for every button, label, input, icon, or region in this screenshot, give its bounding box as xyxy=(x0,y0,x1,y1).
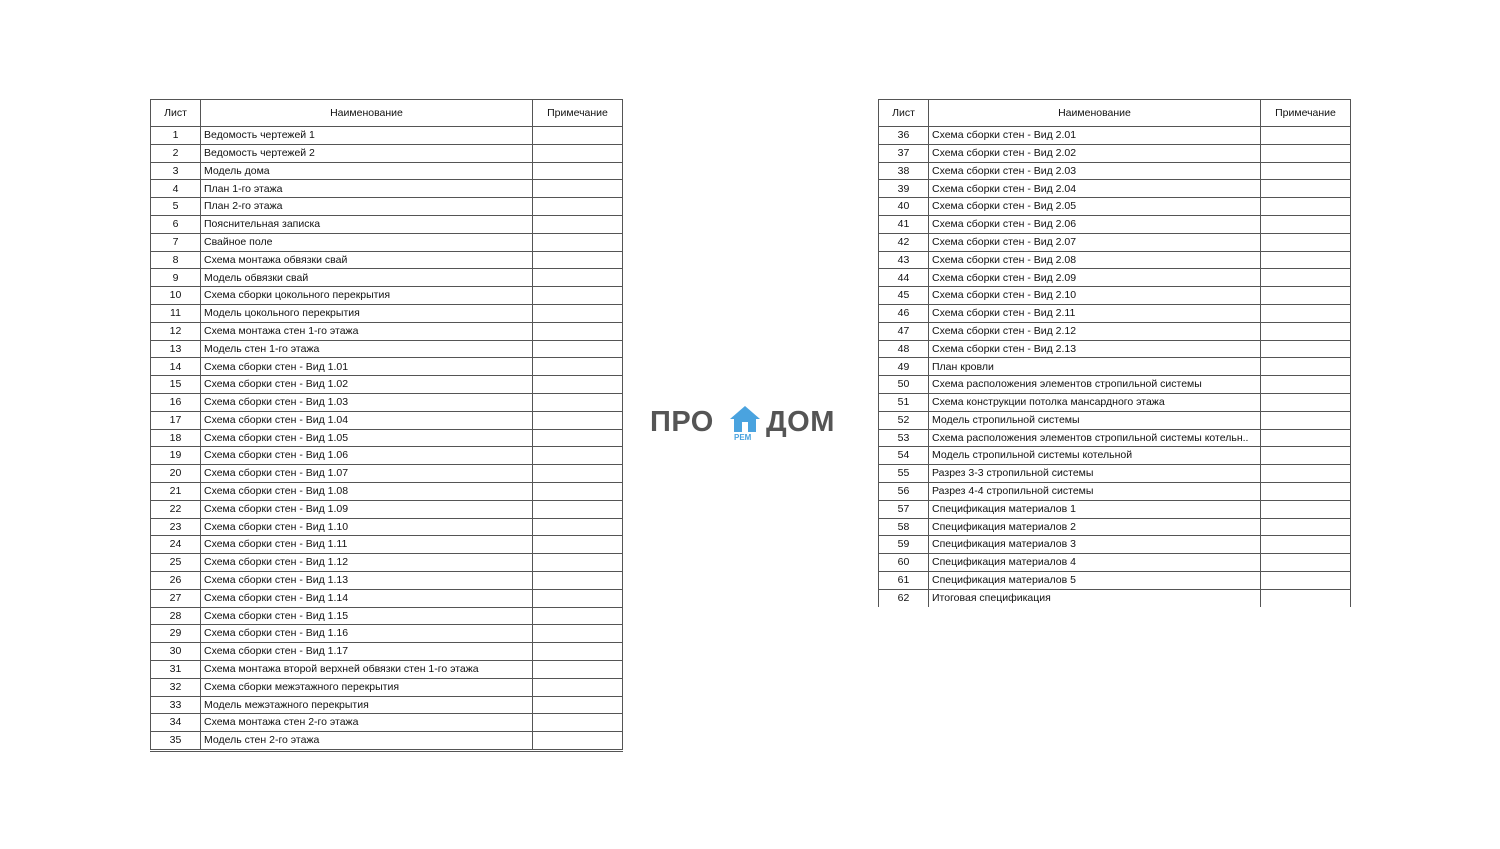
sheet-title: Схема сборки стен - Вид 2.06 xyxy=(929,215,1261,233)
sheet-note xyxy=(1261,127,1351,145)
sheet-title: Схема монтажа стен 2-го этажа xyxy=(201,714,533,732)
table-row xyxy=(879,251,1351,269)
sheet-title: Схема сборки стен - Вид 1.01 xyxy=(201,358,533,376)
table-row xyxy=(879,465,1351,483)
sheet-number: 12 xyxy=(151,322,201,340)
table-row xyxy=(151,500,623,518)
sheet-number: 34 xyxy=(151,714,201,732)
sheet-number: 17 xyxy=(151,411,201,429)
sheet-number: 15 xyxy=(151,376,201,394)
table-row xyxy=(151,144,623,162)
sheet-title: Схема сборки стен - Вид 2.12 xyxy=(929,322,1261,340)
table-row xyxy=(879,340,1351,358)
table-row xyxy=(151,358,623,376)
sheet-number: 57 xyxy=(879,500,929,518)
sheet-number: 60 xyxy=(879,554,929,572)
sheet-number: 62 xyxy=(879,589,929,606)
sheet-title: Схема сборки стен - Вид 2.10 xyxy=(929,287,1261,305)
table-row xyxy=(151,447,623,465)
sheet-number: 46 xyxy=(879,304,929,322)
sheet-title: Схема сборки стен - Вид 1.10 xyxy=(201,518,533,536)
sheet-number: 10 xyxy=(151,287,201,305)
table-row xyxy=(151,251,623,269)
sheet-title: Схема сборки межэтажного перекрытия xyxy=(201,678,533,696)
sheet-number: 9 xyxy=(151,269,201,287)
table-header-row xyxy=(879,100,1351,127)
sheet-title: Ведомость чертежей 2 xyxy=(201,144,533,162)
sheet-number: 22 xyxy=(151,500,201,518)
sheet-number: 13 xyxy=(151,340,201,358)
sheet-title: Спецификация материалов 4 xyxy=(929,554,1261,572)
table-row xyxy=(151,465,623,483)
sheet-note xyxy=(1261,518,1351,536)
sheet-note xyxy=(533,127,623,145)
sheet-title: Схема сборки стен - Вид 2.07 xyxy=(929,233,1261,251)
sheet-title: Модель дома xyxy=(201,162,533,180)
sheet-note xyxy=(1261,198,1351,216)
sheet-title: Схема сборки стен - Вид 2.13 xyxy=(929,340,1261,358)
drawings-table-right xyxy=(878,99,1351,607)
sheet-number: 20 xyxy=(151,465,201,483)
sheet-number: 4 xyxy=(151,180,201,198)
sheet-number: 41 xyxy=(879,215,929,233)
table-header-row xyxy=(151,100,623,127)
sheet-note xyxy=(1261,358,1351,376)
sheet-number: 50 xyxy=(879,376,929,394)
sheet-note xyxy=(1261,233,1351,251)
sheet-number: 52 xyxy=(879,411,929,429)
sheet-number: 7 xyxy=(151,233,201,251)
table-row xyxy=(879,554,1351,572)
table-row xyxy=(879,162,1351,180)
sheet-note xyxy=(533,251,623,269)
sheet-number: 58 xyxy=(879,518,929,536)
sheet-number: 30 xyxy=(151,643,201,661)
sheet-number: 53 xyxy=(879,429,929,447)
sheet-note xyxy=(533,660,623,678)
sheet-title: Схема сборки стен - Вид 1.13 xyxy=(201,571,533,589)
sheet-title: Разрез 4-4 стропильной системы xyxy=(929,482,1261,500)
sheet-title: Модель стропильной системы xyxy=(929,411,1261,429)
table-row xyxy=(879,411,1351,429)
sheet-title: Схема сборки стен - Вид 2.03 xyxy=(929,162,1261,180)
table-row xyxy=(879,287,1351,305)
sheet-number: 27 xyxy=(151,589,201,607)
sheet-title: Схема конструкции потолка мансардного этажа xyxy=(929,393,1261,411)
sheet-note xyxy=(533,554,623,572)
sheet-title: Схема сборки стен - Вид 1.03 xyxy=(201,393,533,411)
sheet-title: Схема сборки стен - Вид 1.15 xyxy=(201,607,533,625)
sheet-title: Схема сборки стен - Вид 1.16 xyxy=(201,625,533,643)
sheet-number: 38 xyxy=(879,162,929,180)
sheet-note xyxy=(1261,340,1351,358)
sheet-note xyxy=(1261,554,1351,572)
sheet-note xyxy=(1261,571,1351,589)
sheet-note xyxy=(533,304,623,322)
table-row xyxy=(151,607,623,625)
sheet-title: Схема сборки стен - Вид 1.02 xyxy=(201,376,533,394)
sheet-title: Схема монтажа обвязки свай xyxy=(201,251,533,269)
sheet-number: 26 xyxy=(151,571,201,589)
sheet-note xyxy=(533,589,623,607)
sheet-note xyxy=(533,376,623,394)
sheet-number: 44 xyxy=(879,269,929,287)
sheet-number: 48 xyxy=(879,340,929,358)
table-row xyxy=(151,536,623,554)
name-column-header: Наименование xyxy=(929,100,1261,127)
sheet-note xyxy=(533,625,623,643)
sheet-number: 36 xyxy=(879,127,929,145)
sheet-note xyxy=(533,269,623,287)
drawings-table-left xyxy=(150,99,623,752)
table-row xyxy=(879,304,1351,322)
sheet-note xyxy=(533,482,623,500)
sheet-note xyxy=(533,287,623,305)
table-row xyxy=(151,127,623,145)
table-row xyxy=(151,482,623,500)
sheet-note xyxy=(1261,589,1351,606)
table-row xyxy=(879,429,1351,447)
table-row xyxy=(151,340,623,358)
sheet-note xyxy=(533,500,623,518)
sheet-note xyxy=(1261,304,1351,322)
sheet-number: 6 xyxy=(151,215,201,233)
sheet-number: 23 xyxy=(151,518,201,536)
sheet-title: Схема сборки стен - Вид 2.08 xyxy=(929,251,1261,269)
sheet-title: Схема сборки стен - Вид 2.11 xyxy=(929,304,1261,322)
sheet-title: Схема сборки стен - Вид 2.04 xyxy=(929,180,1261,198)
logo-text-left: ПРО xyxy=(650,406,714,438)
sheet-number: 37 xyxy=(879,144,929,162)
table-row xyxy=(879,393,1351,411)
sheet-note xyxy=(1261,465,1351,483)
sheet-title: Схема сборки стен - Вид 1.04 xyxy=(201,411,533,429)
sheet-number: 55 xyxy=(879,465,929,483)
sheet-title: Схема сборки стен - Вид 1.07 xyxy=(201,465,533,483)
sheet-note xyxy=(1261,536,1351,554)
sheet-number: 31 xyxy=(151,660,201,678)
sheet-column-header: Лист xyxy=(879,100,929,127)
sheet-title: Итоговая спецификация xyxy=(929,589,1261,606)
sheet-title: Схема сборки стен - Вид 2.02 xyxy=(929,144,1261,162)
sheet-title: Схема сборки стен - Вид 1.11 xyxy=(201,536,533,554)
table-row xyxy=(151,162,623,180)
sheet-note xyxy=(1261,144,1351,162)
sheet-title: Схема расположения элементов стропильной системы xyxy=(929,376,1261,394)
sheet-note xyxy=(1261,411,1351,429)
sheet-number: 18 xyxy=(151,429,201,447)
sheet-number: 29 xyxy=(151,625,201,643)
table-row xyxy=(879,322,1351,340)
sheet-note xyxy=(1261,500,1351,518)
table-row xyxy=(879,376,1351,394)
sheet-note xyxy=(533,518,623,536)
sheet-number: 45 xyxy=(879,287,929,305)
sheet-title: Модель стропильной системы котельной xyxy=(929,447,1261,465)
note-column-header: Примечание xyxy=(1261,100,1351,127)
table-row xyxy=(879,500,1351,518)
sheet-number: 11 xyxy=(151,304,201,322)
sheet-note xyxy=(533,643,623,661)
sheet-title: Модель обвязки свай xyxy=(201,269,533,287)
table-row xyxy=(151,411,623,429)
sheet-title: Схема сборки стен - Вид 1.12 xyxy=(201,554,533,572)
table-row xyxy=(151,215,623,233)
sheet-title: Схема сборки стен - Вид 1.08 xyxy=(201,482,533,500)
table-row xyxy=(151,660,623,678)
sheet-note xyxy=(1261,162,1351,180)
table-row xyxy=(151,589,623,607)
table-row xyxy=(879,233,1351,251)
sheet-title: Ведомость чертежей 1 xyxy=(201,127,533,145)
sheet-note xyxy=(1261,482,1351,500)
note-column-header: Примечание xyxy=(533,100,623,127)
table-row xyxy=(151,696,623,714)
sheet-title: Модель стен 1-го этажа xyxy=(201,340,533,358)
sheet-number: 16 xyxy=(151,393,201,411)
sheet-note xyxy=(1261,287,1351,305)
sheet-number: 39 xyxy=(879,180,929,198)
sheet-title: Схема сборки стен - Вид 2.09 xyxy=(929,269,1261,287)
sheet-title: Схема сборки стен - Вид 1.06 xyxy=(201,447,533,465)
sheet-number: 54 xyxy=(879,447,929,465)
logo-subtext: РЕМ xyxy=(734,433,752,442)
sheet-number: 51 xyxy=(879,393,929,411)
sheet-note xyxy=(1261,322,1351,340)
sheet-number: 32 xyxy=(151,678,201,696)
sheet-note xyxy=(533,429,623,447)
table-row xyxy=(151,643,623,661)
sheet-number: 5 xyxy=(151,198,201,216)
sheet-title: Модель цокольного перекрытия xyxy=(201,304,533,322)
sheet-note xyxy=(1261,180,1351,198)
sheet-note xyxy=(533,393,623,411)
sheet-title: Схема сборки стен - Вид 1.09 xyxy=(201,500,533,518)
table-row xyxy=(879,518,1351,536)
sheet-note xyxy=(533,198,623,216)
sheet-title: Схема сборки стен - Вид 1.14 xyxy=(201,589,533,607)
sheet-title: Схема сборки стен - Вид 2.05 xyxy=(929,198,1261,216)
table-row xyxy=(879,447,1351,465)
sheet-number: 21 xyxy=(151,482,201,500)
sheet-note xyxy=(1261,215,1351,233)
table-row xyxy=(879,215,1351,233)
sheet-title: Спецификация материалов 5 xyxy=(929,571,1261,589)
sheet-note xyxy=(533,144,623,162)
table-row xyxy=(151,322,623,340)
sheet-number: 24 xyxy=(151,536,201,554)
table-row xyxy=(151,714,623,732)
sheet-number: 1 xyxy=(151,127,201,145)
table-row xyxy=(879,589,1351,606)
table-row xyxy=(151,571,623,589)
table-row xyxy=(879,482,1351,500)
sheet-number: 49 xyxy=(879,358,929,376)
table-row xyxy=(151,198,623,216)
sheet-note xyxy=(1261,269,1351,287)
sheet-note xyxy=(533,340,623,358)
sheet-note xyxy=(533,678,623,696)
sheet-note xyxy=(533,714,623,732)
sheet-note xyxy=(533,215,623,233)
sheet-note xyxy=(533,233,623,251)
table-row xyxy=(151,678,623,696)
sheet-title: Свайное поле xyxy=(201,233,533,251)
table-row xyxy=(151,269,623,287)
sheet-number: 2 xyxy=(151,144,201,162)
sheet-number: 19 xyxy=(151,447,201,465)
sheet-note xyxy=(533,322,623,340)
sheet-title: Спецификация материалов 2 xyxy=(929,518,1261,536)
table-row xyxy=(151,518,623,536)
table-row xyxy=(151,732,623,751)
table-row xyxy=(879,180,1351,198)
sheet-title: Схема расположения элементов стропильной системы котельн.. xyxy=(929,429,1261,447)
sheet-title: Спецификация материалов 1 xyxy=(929,500,1261,518)
table-row xyxy=(879,536,1351,554)
sheet-title: Схема сборки цокольного перекрытия xyxy=(201,287,533,305)
sheet-title: Спецификация материалов 3 xyxy=(929,536,1261,554)
sheet-title: Модель стен 2-го этажа xyxy=(201,732,533,751)
table-row xyxy=(879,358,1351,376)
sheet-number: 3 xyxy=(151,162,201,180)
sheet-note xyxy=(1261,251,1351,269)
sheet-column-header: Лист xyxy=(151,100,201,127)
logo-text-right: ДОМ xyxy=(766,406,835,438)
sheet-note xyxy=(1261,429,1351,447)
sheet-title: Разрез 3-3 стропильной системы xyxy=(929,465,1261,483)
table-row xyxy=(879,144,1351,162)
name-column-header: Наименование xyxy=(201,100,533,127)
sheet-number: 40 xyxy=(879,198,929,216)
sheet-note xyxy=(533,696,623,714)
sheet-number: 47 xyxy=(879,322,929,340)
sheet-note xyxy=(533,358,623,376)
table-row xyxy=(151,287,623,305)
sheet-title: План 2-го этажа xyxy=(201,198,533,216)
sheet-number: 14 xyxy=(151,358,201,376)
sheet-number: 28 xyxy=(151,607,201,625)
table-row xyxy=(151,376,623,394)
sheet-note xyxy=(1261,376,1351,394)
sheet-number: 8 xyxy=(151,251,201,269)
table-row xyxy=(151,554,623,572)
table-row xyxy=(151,429,623,447)
sheet-number: 35 xyxy=(151,732,201,751)
sheet-note xyxy=(533,162,623,180)
sheet-number: 33 xyxy=(151,696,201,714)
sheet-note xyxy=(1261,447,1351,465)
table-row xyxy=(151,625,623,643)
sheet-title: Схема монтажа второй верхней обвязки стен 1-го этажа xyxy=(201,660,533,678)
table-row xyxy=(879,127,1351,145)
sheet-title: Схема монтажа стен 1-го этажа xyxy=(201,322,533,340)
sheet-note xyxy=(533,536,623,554)
table-row xyxy=(151,180,623,198)
sheet-note xyxy=(533,180,623,198)
sheet-number: 56 xyxy=(879,482,929,500)
sheet-number: 61 xyxy=(879,571,929,589)
sheet-title: План кровли xyxy=(929,358,1261,376)
sheet-title: План 1-го этажа xyxy=(201,180,533,198)
sheet-note xyxy=(533,607,623,625)
table-row xyxy=(151,304,623,322)
sheet-note xyxy=(533,571,623,589)
sheet-number: 25 xyxy=(151,554,201,572)
sheet-title: Модель межэтажного перекрытия xyxy=(201,696,533,714)
sheet-title: Пояснительная записка xyxy=(201,215,533,233)
sheet-note xyxy=(533,411,623,429)
sheet-number: 59 xyxy=(879,536,929,554)
company-logo xyxy=(650,404,850,444)
sheet-note xyxy=(533,732,623,751)
table-row xyxy=(879,198,1351,216)
sheet-title: Схема сборки стен - Вид 1.05 xyxy=(201,429,533,447)
sheet-note xyxy=(1261,393,1351,411)
table-row xyxy=(879,269,1351,287)
sheet-note xyxy=(533,447,623,465)
table-row xyxy=(151,393,623,411)
sheet-number: 43 xyxy=(879,251,929,269)
sheet-note xyxy=(533,465,623,483)
sheet-title: Схема сборки стен - Вид 2.01 xyxy=(929,127,1261,145)
sheet-title: Схема сборки стен - Вид 1.17 xyxy=(201,643,533,661)
table-row xyxy=(151,233,623,251)
sheet-number: 42 xyxy=(879,233,929,251)
table-row xyxy=(879,571,1351,589)
